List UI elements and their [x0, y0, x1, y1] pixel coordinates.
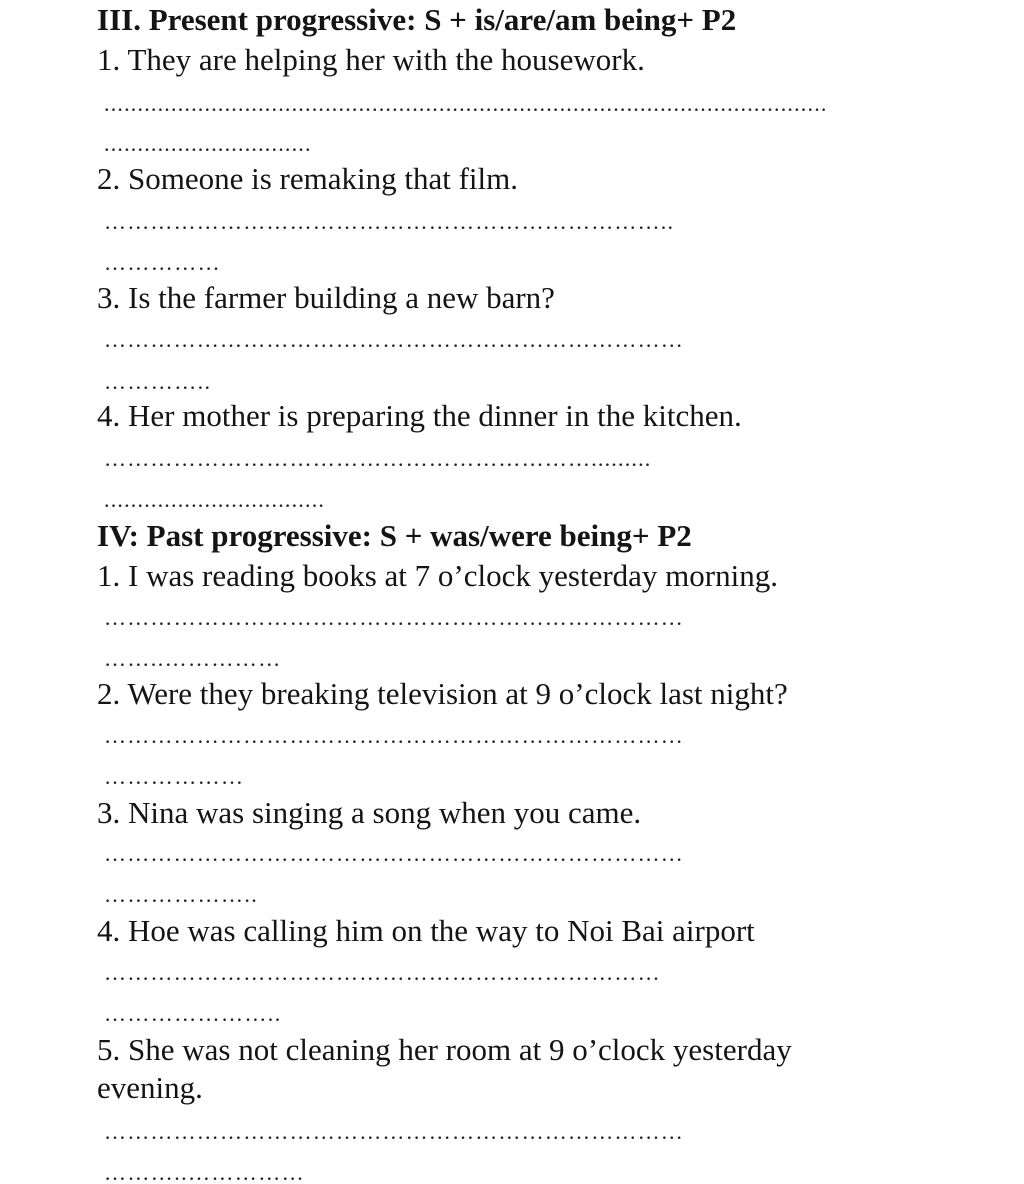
answer-line: ………………………………………………………………… — [104, 329, 684, 351]
answer-line: ………………………………………………………......... — [104, 448, 652, 470]
answer-line: ……………………………………………………………….. — [104, 211, 675, 233]
question-3-1: 1. They are helping her with the housework. — [97, 42, 645, 77]
question-3-4: 4. Her mother is preparing the dinner in the kitchen. — [97, 398, 742, 433]
answer-line: ………….. — [104, 371, 212, 393]
answer-line: ………………………………………………………………… — [104, 725, 684, 747]
question-3-2: 2. Someone is remaking that film. — [97, 161, 519, 196]
section-3-heading: III. Present progressive: S + is/are/am being+ P2 — [97, 2, 737, 37]
answer-line: ................................. — [104, 489, 326, 511]
question-4-4: 4. Hoe was calling him on the way to Noi Bai airport — [97, 913, 755, 948]
question-3-3: 3. Is the farmer building a new barn? — [97, 280, 555, 315]
answer-line: ………………………………………………………………… — [104, 1121, 684, 1143]
answer-line: ............................... — [104, 133, 312, 155]
answer-line: ……………………………………………………………… — [104, 962, 661, 984]
answer-line: ………………….. — [104, 1003, 282, 1025]
section-4-heading: IV: Past progressive: S + was/were being+ P2 — [97, 518, 692, 553]
question-4-2: 2. Were they breaking television at 9 o’clock last night? — [97, 676, 788, 711]
answer-line: ............................................................................................................ — [104, 93, 828, 115]
answer-line: ……..…………… — [104, 648, 282, 670]
answer-line: ………..…………… — [104, 1162, 305, 1184]
answer-line: ……………….. — [104, 884, 259, 906]
answer-line: ………………………………………………………………… — [104, 607, 684, 629]
answer-line: …………… — [104, 252, 221, 274]
question-4-5: 5. She was not cleaning her room at 9 o’clock yesterday evening. — [97, 1032, 792, 1105]
question-4-3: 3. Nina was singing a song when you came. — [97, 795, 642, 830]
answer-line: ………………………………………………………………… — [104, 843, 684, 865]
answer-line: ……………… — [104, 766, 245, 788]
question-4-1: 1. I was reading books at 7 o’clock yesterday morning. — [97, 558, 778, 593]
